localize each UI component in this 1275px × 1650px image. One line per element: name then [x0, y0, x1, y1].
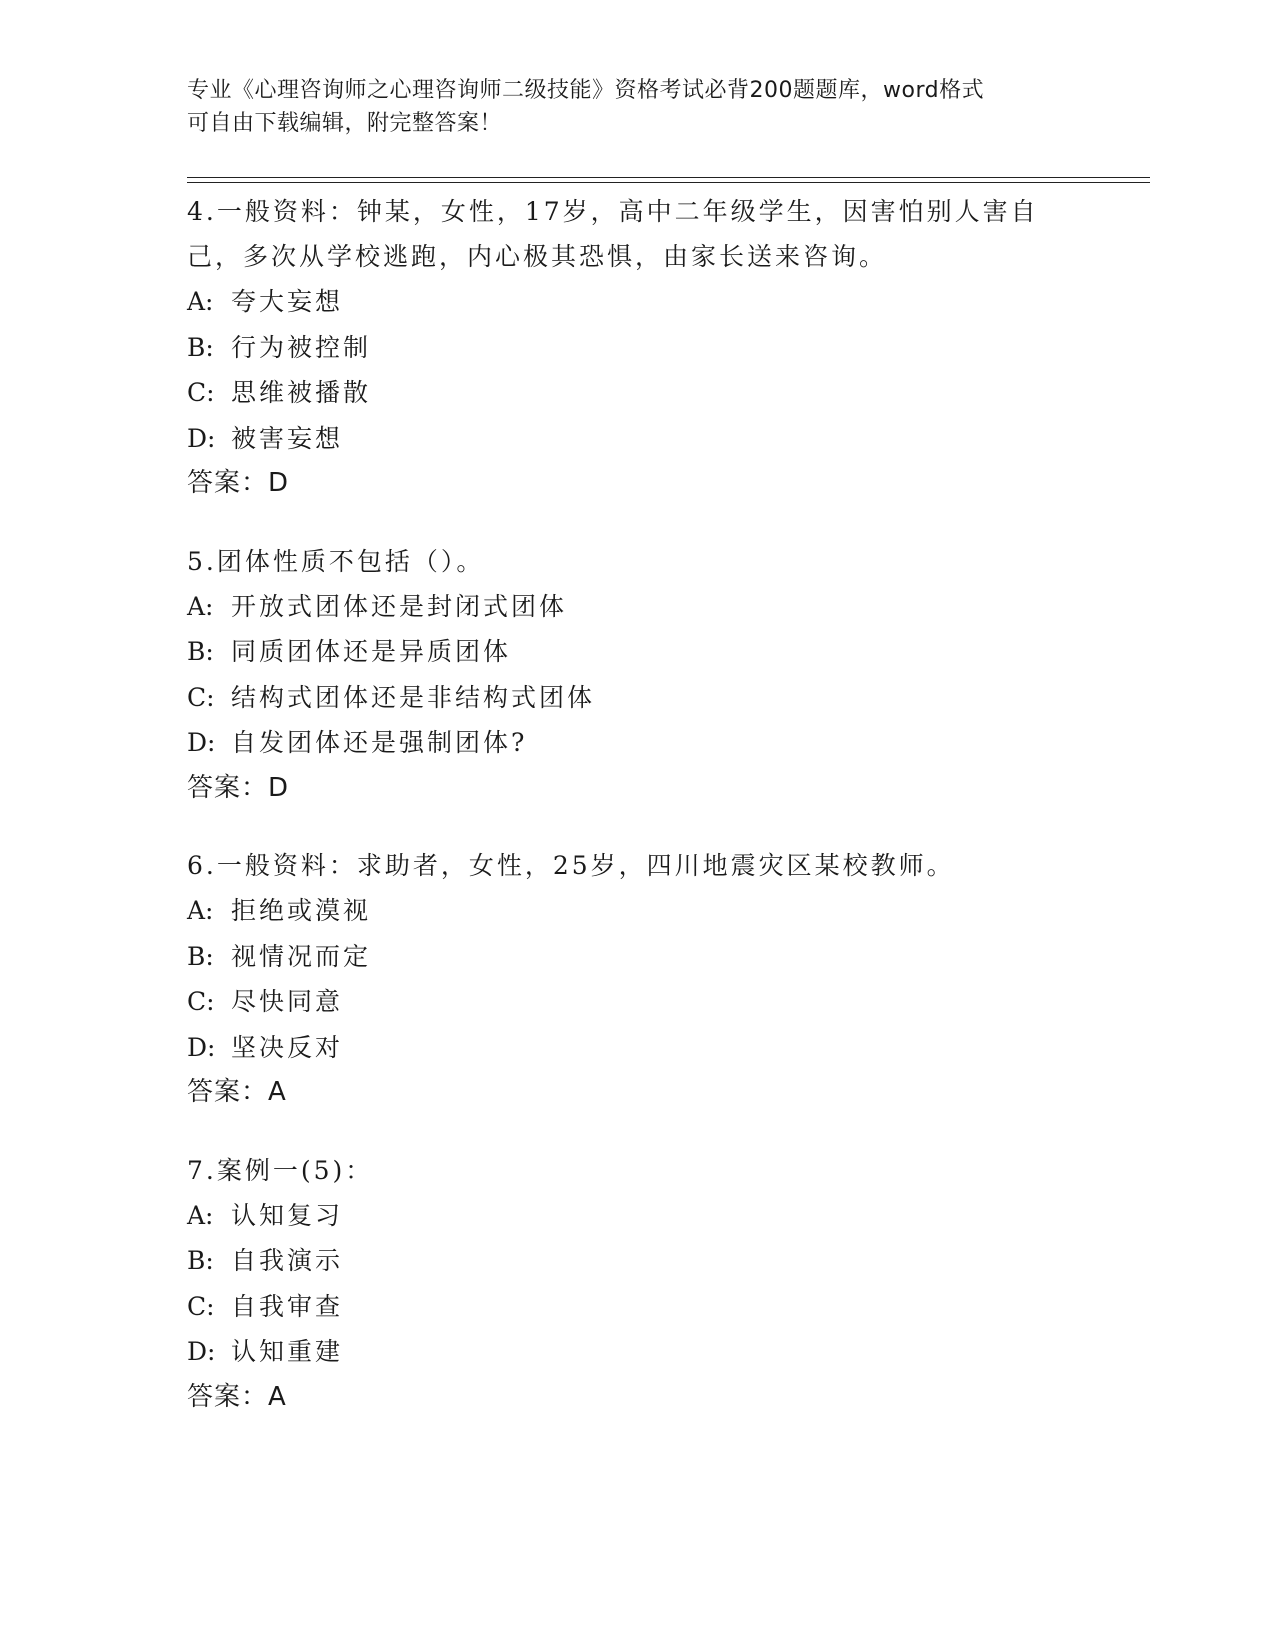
option-letter: B: — [187, 941, 214, 971]
question-item — [187, 1148, 1087, 1421]
option-a — [187, 1193, 1087, 1239]
option-letter: A: — [187, 591, 214, 621]
option-letter: D: — [187, 1337, 216, 1366]
option-letter: C: — [187, 987, 215, 1016]
option-text: 被害妄想 — [231, 423, 344, 453]
option-text: 开放式团体还是封闭式团体 — [231, 591, 568, 621]
option-a — [187, 279, 1087, 325]
question-text-line: 6.一般资料：求助者，女性，25岁，四川地震灾区某校教师。 — [187, 851, 955, 880]
option-letter: B: — [187, 332, 214, 362]
option-c — [187, 979, 1087, 1025]
option-b — [187, 934, 1087, 980]
question-item — [187, 843, 1087, 1116]
header-divider-top — [187, 177, 1150, 178]
option-letter: D: — [187, 728, 216, 757]
question-list — [187, 189, 1087, 1452]
answer-line: 答案：D — [187, 772, 290, 803]
option-letter: D: — [187, 423, 216, 453]
option-text: 思维被播散 — [231, 378, 372, 407]
question-text — [187, 189, 1087, 279]
option-letter: C: — [187, 378, 215, 407]
question-item — [187, 189, 1087, 507]
question-text — [187, 1148, 1087, 1193]
option-text: 同质团体还是异质团体 — [231, 637, 512, 666]
option-text: 视情况而定 — [231, 941, 372, 971]
question-text-line: 4.一般资料：钟某，女性，17岁，高中二年级学生，因害怕别人害自 — [187, 197, 1039, 226]
question-text — [187, 539, 1087, 584]
header-line-2: 可自由下载编辑，附完整答案！ — [187, 111, 503, 136]
option-letter: D: — [187, 1032, 216, 1062]
option-letter: B: — [187, 1246, 214, 1275]
option-letter: A: — [187, 287, 214, 316]
option-letter: A: — [187, 896, 214, 925]
question-text-line: 7.案例一(5)： — [187, 1155, 374, 1185]
option-c — [187, 370, 1087, 416]
option-text: 尽快同意 — [231, 987, 344, 1016]
document-header — [187, 74, 1087, 140]
answer-line: 答案：A — [187, 1381, 287, 1412]
option-text: 结构式团体还是非结构式团体 — [231, 682, 596, 712]
option-c — [187, 675, 1087, 721]
option-a — [187, 584, 1087, 630]
option-c — [187, 1284, 1087, 1330]
answer-line: 答案：A — [187, 1077, 287, 1107]
option-letter: B: — [187, 637, 214, 666]
option-text: 认知重建 — [231, 1337, 344, 1366]
header-line-1: 专业《心理咨询师之心理咨询师二级技能》资格考试必背200题题库，word格式 — [187, 78, 985, 103]
option-d — [187, 720, 1087, 766]
option-d — [187, 416, 1087, 462]
question-text — [187, 843, 1087, 888]
option-letter: C: — [187, 682, 215, 712]
answer-line: 答案：D — [187, 468, 290, 498]
question-item — [187, 539, 1087, 812]
option-text: 夸大妄想 — [231, 287, 344, 316]
option-letter: A: — [187, 1200, 214, 1230]
option-letter: C: — [187, 1291, 215, 1321]
option-text: 坚决反对 — [231, 1032, 344, 1062]
option-b — [187, 629, 1087, 675]
option-text: 拒绝或漠视 — [231, 896, 372, 925]
header-divider-bottom — [187, 182, 1150, 183]
option-text: 自发团体还是强制团体? — [231, 728, 528, 757]
option-text: 自我演示 — [231, 1246, 344, 1275]
option-d — [187, 1329, 1087, 1375]
question-text-line: 5.团体性质不包括（）。 — [187, 546, 485, 576]
question-text-line: 己，多次从学校逃跑，内心极其恐惧，由家长送来咨询。 — [187, 242, 888, 271]
option-d — [187, 1025, 1087, 1071]
option-b — [187, 1238, 1087, 1284]
option-b — [187, 325, 1087, 371]
option-text: 自我审查 — [231, 1291, 344, 1321]
option-text: 认知复习 — [231, 1200, 344, 1230]
option-text: 行为被控制 — [231, 332, 372, 362]
option-a — [187, 888, 1087, 934]
